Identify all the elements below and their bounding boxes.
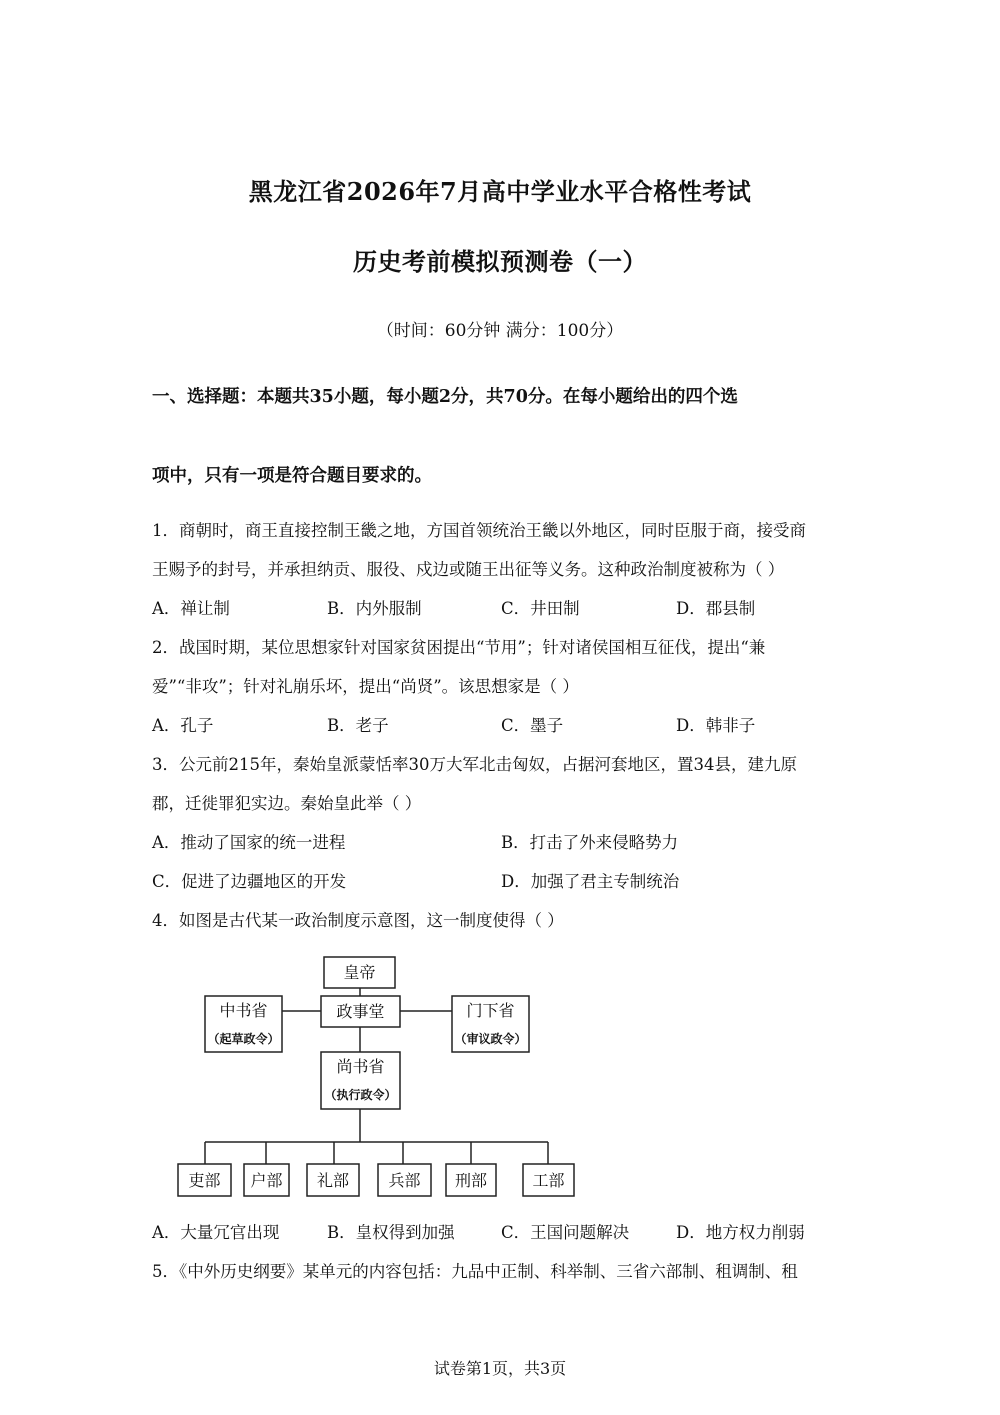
question-2-option-a: A．孔子 xyxy=(152,716,214,735)
question-1-option-c: C．井田制 xyxy=(501,599,580,618)
label-ministry-1: 户部 xyxy=(250,1171,283,1190)
exam-time-score: （时间：60分钟 满分：100分） xyxy=(376,321,624,341)
question-3-option-c: C．促进了边疆地区的开发 xyxy=(152,872,347,891)
question-4-option-d: D．地方权力削弱 xyxy=(676,1223,805,1242)
question-4-line1: 4．如图是古代某一政治制度示意图，这一制度使得（ ） xyxy=(152,911,564,930)
question-1-line1: 1．商朝时，商王直接控制王畿之地，方国首领统治王畿以外地区，同时臣服于商，接受商 xyxy=(152,521,806,540)
section-heading-line1: 一、选择题：本题共35小题，每小题2分，共70分。在每小题给出的四个选 xyxy=(152,387,738,407)
page-footer: 试卷第1页，共3页 xyxy=(433,1359,567,1378)
question-5-line1: 5．《中外历史纲要》某单元的内容包括：九品中正制、科举制、三省六部制、租调制、租 xyxy=(152,1262,798,1281)
question-4-option-b: B．皇权得到加强 xyxy=(327,1223,455,1242)
label-zhengshitang: 政事堂 xyxy=(336,1002,385,1021)
question-1-option-d: D．郡县制 xyxy=(676,599,756,618)
question-1-option-b: B．内外服制 xyxy=(327,599,422,618)
question-2-option-b: B．老子 xyxy=(327,716,389,735)
label-zhongshu-sub: （起草政令） xyxy=(207,1032,280,1046)
exam-title-line2: 历史考前模拟预测卷（一） xyxy=(353,247,647,276)
label-ministry-0: 吏部 xyxy=(188,1171,221,1190)
label-shangshu: 尚书省 xyxy=(336,1057,385,1076)
question-3-line1: 3．公元前215年，秦始皇派蒙恬率30万大军北击匈奴，占据河套地区，置34县，建九原 xyxy=(152,755,797,774)
question-4-option-c: C．王国问题解决 xyxy=(501,1223,630,1242)
question-2-line1: 2．战国时期，某位思想家针对国家贫困提出“节用”；针对诸侯国相互征伐，提出“兼 xyxy=(152,638,766,657)
question-1-line2: 王赐予的封号，并承担纳贡、服役、戍边或随王出征等义务。这种政治制度被称为（ ） xyxy=(152,560,785,579)
question-3-line2: 郡，迁徙罪犯实边。秦始皇此举（ ） xyxy=(152,794,422,813)
label-menxia-sub: （审议政令） xyxy=(454,1032,527,1046)
question-4-option-a: A．大量冗官出现 xyxy=(152,1223,280,1242)
question-2-option-c: C．墨子 xyxy=(501,716,564,735)
label-ministry-4: 刑部 xyxy=(454,1171,488,1190)
question-1-option-a: A．禅让制 xyxy=(152,599,230,618)
question-3-option-a: A．推动了国家的统一进程 xyxy=(152,833,346,852)
label-ministry-3: 兵部 xyxy=(388,1171,421,1190)
label-shangshu-sub: （执行政令） xyxy=(324,1088,397,1102)
label-emperor: 皇帝 xyxy=(343,963,376,982)
section-heading-line2: 项中，只有一项是符合题目要求的。 xyxy=(152,466,432,486)
label-menxia: 门下省 xyxy=(466,1001,515,1020)
question-3-option-b: B．打击了外来侵略势力 xyxy=(501,833,679,852)
label-ministry-2: 礼部 xyxy=(316,1171,350,1190)
question-2-option-d: D．韩非子 xyxy=(676,716,756,735)
question-2-line2: 爱”“非攻”；针对礼崩乐坏，提出“尚贤”。该思想家是（ ） xyxy=(152,677,579,696)
exam-title-line1: 黑龙江省2026年7月高中学业水平合格性考试 xyxy=(248,177,752,206)
label-ministry-5: 工部 xyxy=(532,1171,565,1190)
question-3-option-d: D．加强了君主专制统治 xyxy=(501,872,680,891)
label-zhongshu: 中书省 xyxy=(219,1001,268,1020)
